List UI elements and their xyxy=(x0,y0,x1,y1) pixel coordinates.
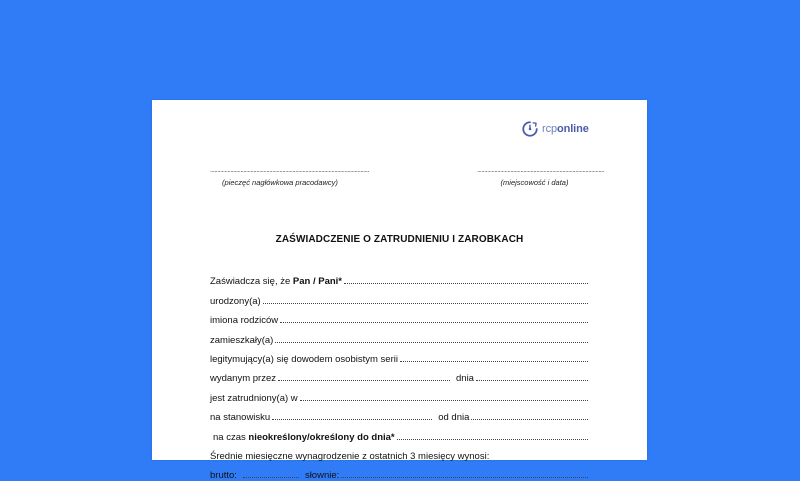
id-series-label: legitymujący(a) się dowodem osobistym serii xyxy=(210,353,398,365)
from-date-label: od dnia xyxy=(438,412,470,424)
form-row-parents xyxy=(210,307,588,326)
logo-text: rcponline xyxy=(542,123,589,135)
document-page xyxy=(152,100,647,481)
person-label: Zaświadcza się, że Pan / Pani* xyxy=(210,276,343,288)
place-date-field xyxy=(477,167,605,187)
issue-date-field[interactable] xyxy=(476,379,588,381)
issued-by-label: wydanym przez xyxy=(210,373,276,385)
issue-date-label: dnia xyxy=(456,373,474,385)
gross-field[interactable] xyxy=(243,476,299,478)
form-row-employer xyxy=(210,384,588,403)
employer-stamp-field xyxy=(210,167,369,187)
born-label: urodzony(a) xyxy=(210,295,261,307)
employer-field[interactable] xyxy=(300,399,588,401)
period-label: na czas nieokreślony/określony do dnia* xyxy=(213,431,395,443)
clock-refresh-icon xyxy=(521,120,539,138)
issued-by-field[interactable] xyxy=(278,379,450,381)
form-row-period xyxy=(210,423,588,442)
stamp-dotted-line: .............................................................................................................. xyxy=(210,167,369,174)
certificate-form xyxy=(210,268,588,481)
form-row-address xyxy=(210,326,588,345)
form-row-average xyxy=(210,443,588,462)
from-date-field[interactable] xyxy=(471,418,588,420)
average-salary-label: Średnie miesięczne wynagrodzenie z ostatnich 3 miesięcy wynosi: xyxy=(210,450,490,462)
form-row-issued xyxy=(210,365,588,384)
address-label: zamieszkały(a) xyxy=(210,334,274,346)
stamp-caption: (pieczęć nagłówkowa pracodawcy) xyxy=(222,178,338,187)
parents-field[interactable] xyxy=(280,321,588,323)
in-words-field[interactable] xyxy=(341,476,588,478)
form-row-gross xyxy=(210,462,588,481)
address-field[interactable] xyxy=(275,341,588,343)
form-row-id xyxy=(210,346,588,365)
place-date-caption: (miejscowość i data) xyxy=(500,178,569,187)
id-series-field[interactable] xyxy=(400,360,588,362)
rcponline-logo xyxy=(521,120,589,138)
form-row-position xyxy=(210,404,588,423)
form-row-person xyxy=(210,268,588,287)
document-title: ZAŚWIADCZENIE O ZATRUDNIENIU I ZAROBKACH xyxy=(275,234,524,245)
place-date-dotted-line: ........................................................................................ xyxy=(477,167,605,174)
parents-label: imiona rodziców xyxy=(210,315,279,327)
period-field[interactable] xyxy=(397,438,588,440)
employer-label: jest zatrudniony(a) w xyxy=(210,392,298,404)
gross-label: brutto: xyxy=(210,470,237,481)
position-field[interactable] xyxy=(272,418,432,420)
form-row-born xyxy=(210,287,588,306)
position-label: na stanowisku xyxy=(210,412,271,424)
born-field[interactable] xyxy=(263,302,588,304)
person-field[interactable] xyxy=(344,282,588,284)
in-words-label: słownie: xyxy=(304,470,340,481)
